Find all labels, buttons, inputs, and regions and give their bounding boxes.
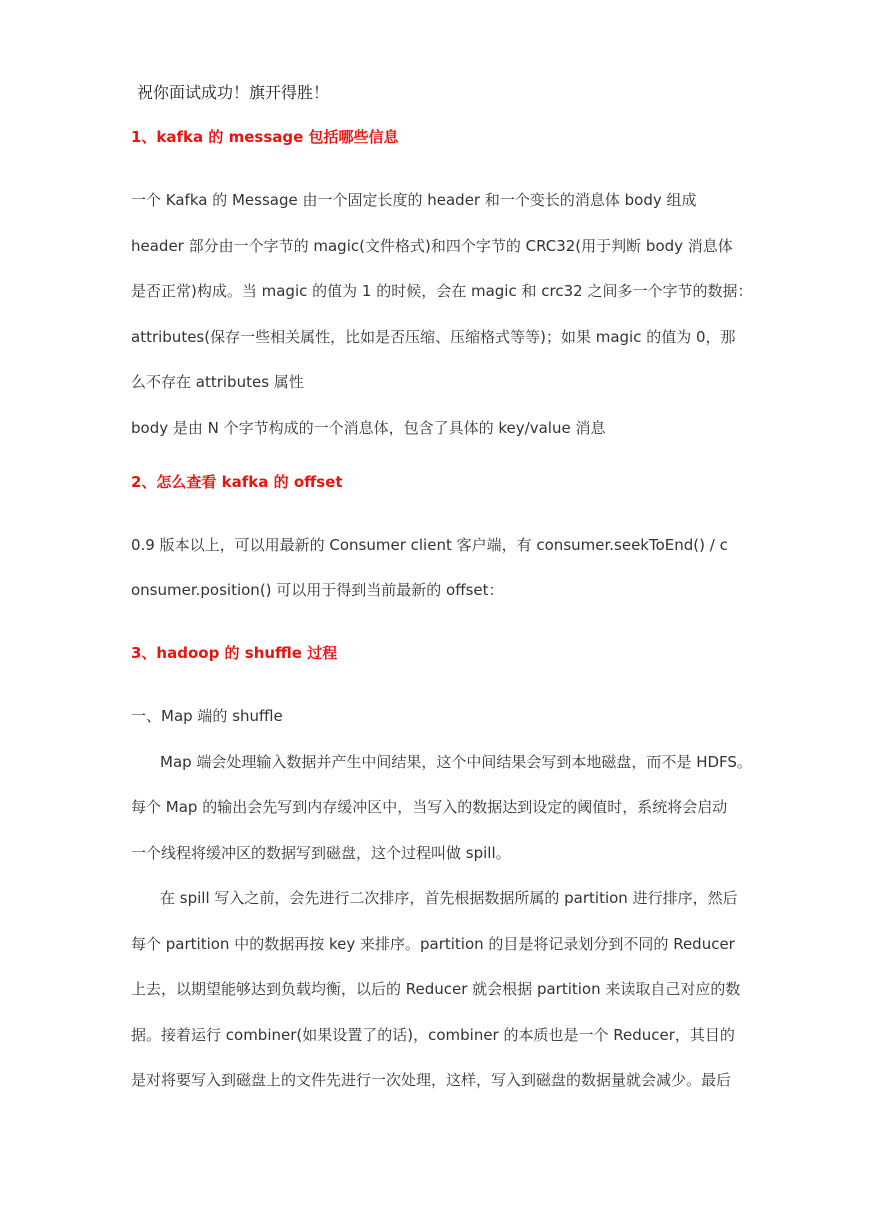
paragraph-line: 据。接着运行 combiner(如果设置了的话)，combiner 的本质也是一个 Reducer，其目的 <box>131 1026 735 1044</box>
paragraph-line: attributes(保存一些相关属性，比如是否压缩、压缩格式等等)；如果 magic 的值为 0，那 <box>131 328 736 346</box>
paragraph-line: 0.9 版本以上，可以用最新的 Consumer client 客户端，有 consumer.seekToEnd() / c <box>131 536 728 554</box>
paragraph-line: 一个线程将缓冲区的数据写到磁盘，这个过程叫做 spill。 <box>131 844 511 862</box>
section-3-subheading: 一、Map 端的 shuffle <box>131 707 283 725</box>
paragraph-line: 上去，以期望能够达到负载均衡，以后的 Reducer 就会根据 partition 来读取自己对应的数 <box>131 980 741 998</box>
paragraph-line: 每个 partition 中的数据再按 key 来排序。partition 的目是将记录划分到不同的 Reducer <box>131 935 735 953</box>
paragraph-line: 在 spill 写入之前，会先进行二次排序，首先根据数据所属的 partition 进行排序，然后 <box>160 889 738 907</box>
paragraph-line: 是否正常)构成。当 magic 的值为 1 的时候，会在 magic 和 crc32 之间多一个字节的数据： <box>131 282 753 300</box>
paragraph-line: 是对将要写入到磁盘上的文件先进行一次处理，这样，写入到磁盘的数据量就会减少。最后 <box>131 1071 732 1089</box>
greeting: 祝你面试成功！旗开得胜！ <box>137 83 330 102</box>
paragraph-line: 每个 Map 的输出会先写到内存缓冲区中，当写入的数据达到设定的阈值时，系统将会启动 <box>131 798 728 816</box>
paragraph-line: 一个 Kafka 的 Message 由一个固定长度的 header 和一个变长的消息体 body 组成 <box>131 191 697 209</box>
section-1-heading: 1、kafka 的 message 包括哪些信息 <box>131 128 399 146</box>
paragraph-line: Map 端会处理输入数据并产生中间结果，这个中间结果会写到本地磁盘，而不是 HDFS。 <box>160 753 752 771</box>
section-2-heading: 2、怎么查看 kafka 的 offset <box>131 473 343 491</box>
section-3-heading: 3、hadoop 的 shuffle 过程 <box>131 644 338 662</box>
paragraph-line: onsumer.position() 可以用于得到当前最新的 offset： <box>131 581 504 599</box>
paragraph-line: body 是由 N 个字节构成的一个消息体，包含了具体的 key/value 消息 <box>131 419 606 437</box>
paragraph-line: 么不存在 attributes 属性 <box>131 373 304 391</box>
paragraph-line: header 部分由一个字节的 magic(文件格式)和四个字节的 CRC32(用于判断 body 消息体 <box>131 237 733 255</box>
